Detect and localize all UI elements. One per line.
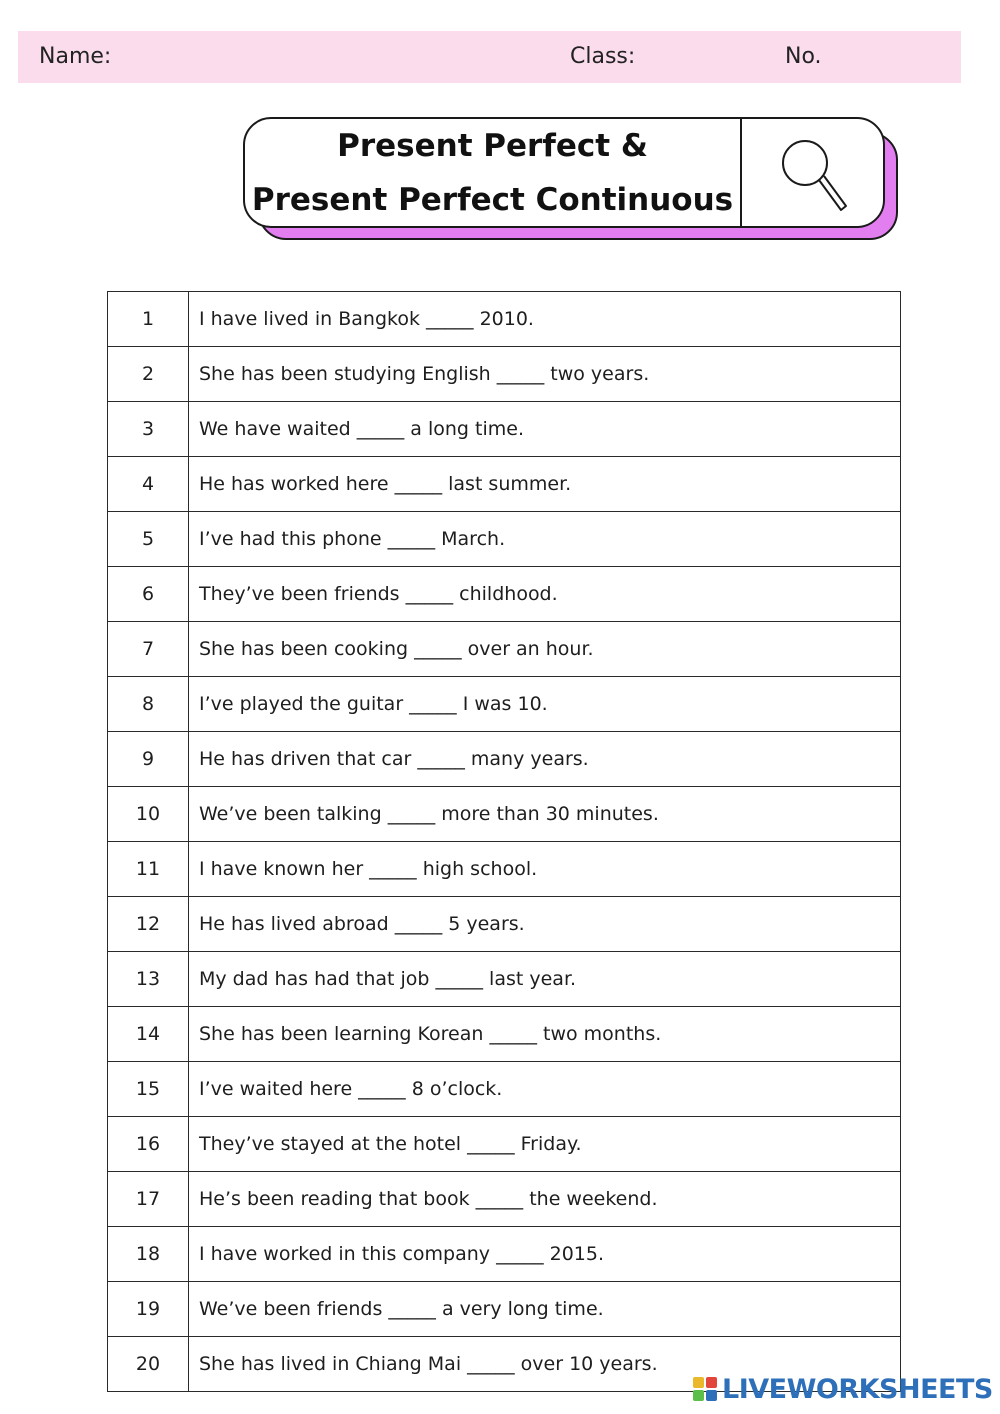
title-line-1: Present Perfect & — [337, 127, 648, 164]
exercise-table — [107, 291, 901, 1392]
exercise-number: 19 — [108, 1282, 189, 1337]
exercise-sentence: She has been studying English _____ two years. — [189, 347, 901, 402]
exercise-sentence: She has been learning Korean _____ two months. — [189, 1007, 901, 1062]
name-label: Name: — [39, 44, 112, 69]
title-line-2: Present Perfect Continuous — [251, 181, 734, 218]
table-row — [108, 732, 901, 787]
title-divider — [740, 119, 742, 226]
title-box — [243, 117, 885, 228]
page-title — [245, 119, 740, 226]
table-row — [108, 1282, 901, 1337]
exercise-sentence: We have waited _____ a long time. — [189, 402, 901, 457]
exercise-number: 8 — [108, 677, 189, 732]
exercise-sentence: My dad has had that job _____ last year. — [189, 952, 901, 1007]
exercise-number: 13 — [108, 952, 189, 1007]
header-bar — [18, 31, 961, 83]
exercise-sentence: We’ve been talking _____ more than 30 minutes. — [189, 787, 901, 842]
table-row — [108, 457, 901, 512]
exercise-number: 18 — [108, 1227, 189, 1282]
exercise-number: 11 — [108, 842, 189, 897]
exercise-number: 12 — [108, 897, 189, 952]
exercise-number: 14 — [108, 1007, 189, 1062]
exercise-sentence: She has lived in Chiang Mai _____ over 10 years. — [189, 1337, 901, 1392]
table-row — [108, 347, 901, 402]
exercise-number: 17 — [108, 1172, 189, 1227]
table-row — [108, 402, 901, 457]
exercise-number: 15 — [108, 1062, 189, 1117]
exercise-number: 9 — [108, 732, 189, 787]
exercise-number: 2 — [108, 347, 189, 402]
exercise-number: 20 — [108, 1337, 189, 1392]
exercise-sentence: I’ve had this phone _____ March. — [189, 512, 901, 567]
exercise-number: 7 — [108, 622, 189, 677]
exercise-number: 5 — [108, 512, 189, 567]
table-row — [108, 1117, 901, 1172]
brand — [692, 1372, 993, 1406]
exercise-sentence: I’ve played the guitar _____ I was 10. — [189, 677, 901, 732]
table-row — [108, 1007, 901, 1062]
exercise-sentence: They’ve stayed at the hotel _____ Friday. — [189, 1117, 901, 1172]
exercise-sentence: He’s been reading that book _____ the weekend. — [189, 1172, 901, 1227]
exercise-number: 16 — [108, 1117, 189, 1172]
liveworksheets-logo-icon — [692, 1376, 718, 1402]
table-row — [108, 622, 901, 677]
table-row — [108, 1062, 901, 1117]
exercise-number: 1 — [108, 292, 189, 347]
exercise-number: 10 — [108, 787, 189, 842]
exercise-number: 3 — [108, 402, 189, 457]
table-row — [108, 842, 901, 897]
table-row — [108, 567, 901, 622]
number-label: No. — [785, 44, 822, 69]
class-label: Class: — [570, 44, 636, 69]
exercise-sentence: He has lived abroad _____ 5 years. — [189, 897, 901, 952]
exercise-sentence: They’ve been friends _____ childhood. — [189, 567, 901, 622]
exercise-sentence: He has driven that car _____ many years. — [189, 732, 901, 787]
exercise-sentence: She has been cooking _____ over an hour. — [189, 622, 901, 677]
exercise-number: 4 — [108, 457, 189, 512]
table-row — [108, 1227, 901, 1282]
table-row — [108, 897, 901, 952]
exercise-sentence: I’ve waited here _____ 8 o’clock. — [189, 1062, 901, 1117]
brand-text: LIVEWORKSHEETS — [722, 1373, 993, 1405]
exercise-sentence: He has worked here _____ last summer. — [189, 457, 901, 512]
exercise-sentence: I have known her _____ high school. — [189, 842, 901, 897]
exercise-sentence: We’ve been friends _____ a very long time. — [189, 1282, 901, 1337]
magnifier-icon — [775, 137, 855, 217]
exercise-sentence: I have worked in this company _____ 2015. — [189, 1227, 901, 1282]
table-row — [108, 787, 901, 842]
table-row — [108, 512, 901, 567]
table-row — [108, 1172, 901, 1227]
table-row — [108, 952, 901, 1007]
table-row — [108, 292, 901, 347]
exercise-sentence: I have lived in Bangkok _____ 2010. — [189, 292, 901, 347]
exercise-number: 6 — [108, 567, 189, 622]
table-row — [108, 677, 901, 732]
